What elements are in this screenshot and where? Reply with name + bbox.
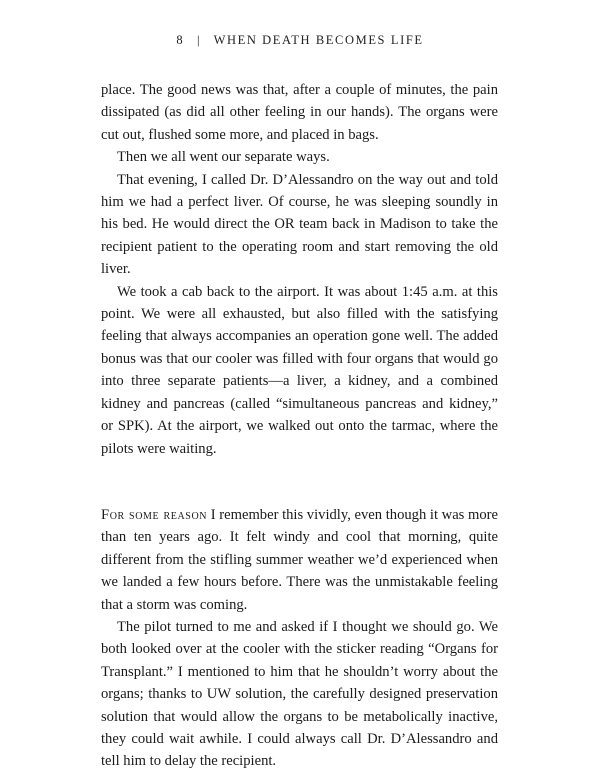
paragraph-text: I remember this vividly, even though it was more than ten years ago. It felt windy and cool that morning, quite different from the stifling summer weather we’d experienced when we landed a few hours before. There was the unmistakable feeling that a storm was coming. (101, 506, 498, 613)
paragraph: That evening, I called Dr. D’Alessandro on the way out and told him we had a perfect liver. Of course, he was sleeping soundly in his bed. He would direct the OR team back in Madison to take the recipient patient to the operating room and start removing the old liver. (101, 171, 498, 278)
small-caps-lead-in: For some reason (101, 506, 208, 523)
paragraph: place. The good news was that, after a couple of minutes, the pain dissipated (as did all other feeling in our hands). The organs were cut out, flushed some more, and placed in bags. (101, 82, 498, 143)
body-text (101, 79, 498, 773)
paragraph: The pilot turned to me and asked if I thought we should go. We both looked over at the cooler with the sticker reading “Organs for Transplant.” I mentioned to him that he shouldn’t worry about the organs; thanks to UW solution, the carefully designed preservation solution that would allow the organs to be metabolically inactive, they could wait awhile. I could always call Dr. D’Alessandro and tell him to delay the recipient. (101, 618, 498, 770)
paragraph: Then we all went our separate ways. (117, 149, 330, 166)
running-header (0, 33, 600, 48)
page-number: 8 (176, 33, 185, 47)
section-break (101, 460, 498, 504)
header-separator: | (196, 33, 202, 47)
running-title: WHEN DEATH BECOMES LIFE (213, 33, 424, 47)
section-opening-paragraph (101, 504, 498, 616)
paragraph: We took a cab back to the airport. It was about 1:45 a.m. at this point. We were all exhausted, but also filled with the satisfying feeling that always accompanies an operation gone well. The added bonus was that our cooler was filled with four organs that would go into three separate patients—a liver, a kidney, and a combined kidney and pancreas (called “simultaneous pancreas and kidney,” or SPK). At the airport, we walked out onto the tarmac, where the pilots were waiting. (101, 283, 498, 457)
